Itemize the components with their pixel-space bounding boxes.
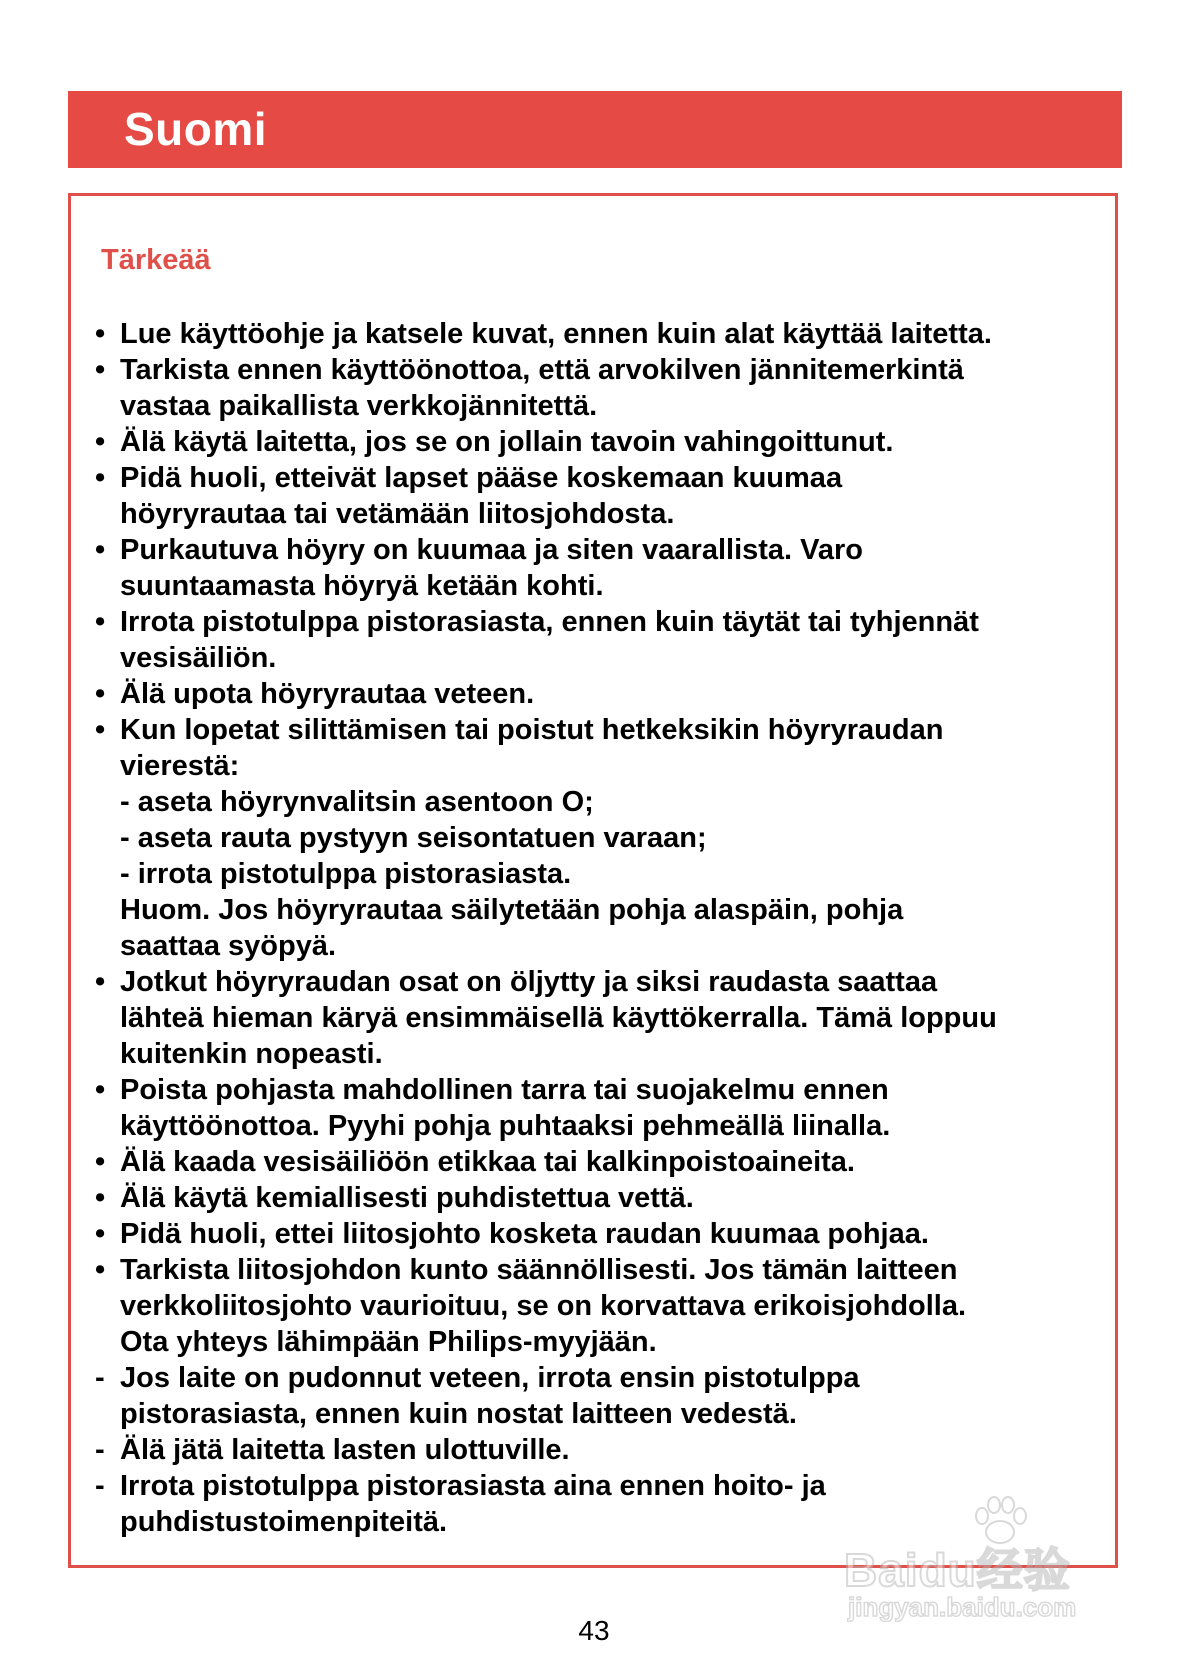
bullet-marker: • [95, 714, 106, 746]
bullet-marker: • [95, 534, 106, 566]
rule-text-line: pistorasiasta, ennen kuin nostat laitteen vedestä. [120, 1398, 797, 1430]
rule-item [95, 1360, 1105, 1432]
rule-text-line: saattaa syöpyä. [120, 930, 337, 962]
rule-text-line: Jos laite on pudonnut veteen, irrota ensin pistotulppa [120, 1362, 860, 1394]
bullet-marker: • [95, 606, 106, 638]
rule-item [95, 316, 1105, 352]
rule-text-line: vesisäiliön. [120, 642, 277, 674]
rule-text-line: lähteä hieman käryä ensimmäisellä käyttökerralla. Tämä loppuu [120, 1002, 997, 1034]
rule-item [95, 964, 1105, 1072]
rule-text-line: Ota yhteys lähimpään Philips-myyjään. [120, 1326, 657, 1358]
watermark-brand: Baidu经验 [844, 1544, 1071, 1596]
rule-text-line: verkkoliitosjohto vaurioituu, se on korvattava erikoisjohdolla. [120, 1290, 967, 1322]
bullet-marker: • [95, 1254, 106, 1286]
rule-text-line: Pidä huoli, etteivät lapset pääse koskemaan kuumaa [120, 462, 843, 494]
rule-item [95, 460, 1105, 532]
bullet-marker: • [95, 678, 106, 710]
page-number: 43 [578, 1615, 610, 1646]
bullet-marker: • [95, 462, 106, 494]
header-bar [68, 91, 1122, 168]
rule-text-line: höyryrautaa tai vetämään liitosjohdosta. [120, 498, 675, 530]
rule-text-line: vastaa paikallista verkkojännitettä. [120, 390, 598, 422]
rule-text-line: Pidä huoli, ettei liitosjohto kosketa raudan kuumaa pohjaa. [120, 1218, 929, 1250]
rule-text-line: kuitenkin nopeasti. [120, 1038, 383, 1070]
important-box [68, 193, 1118, 1568]
bullet-marker: • [95, 426, 106, 458]
bullet-marker: • [95, 318, 106, 350]
dash-marker: - [95, 1470, 105, 1502]
rule-item [95, 676, 1105, 712]
rule-item [95, 1252, 1105, 1360]
bullet-marker: • [95, 1218, 106, 1250]
rule-text-line: Älä jätä laitetta lasten ulottuville. [120, 1434, 570, 1466]
rule-text-line: Älä käytä laitetta, jos se on jollain tavoin vahingoittunut. [120, 426, 894, 458]
rule-text-line: Tarkista ennen käyttöönottoa, että arvokilven jännitemerkintä [120, 354, 964, 386]
rule-text-line: Purkautuva höyry on kuumaa ja siten vaarallista. Varo [120, 534, 864, 566]
rule-text-line: Irrota pistotulppa pistorasiasta, ennen kuin täytät tai tyhjennät [120, 606, 979, 638]
bullet-marker: • [95, 1074, 106, 1106]
rule-text-line: Poista pohjasta mahdollinen tarra tai suojakelmu ennen [120, 1074, 889, 1106]
rule-text-line: - irrota pistotulppa pistorasiasta. [120, 858, 572, 890]
rule-text-line: Tarkista liitosjohdon kunto säännöllisesti. Jos tämän laitteen [120, 1254, 958, 1286]
rule-text-line: Lue käyttöohje ja katsele kuvat, ennen kuin alat käyttää laitetta. [120, 318, 992, 350]
bullet-marker: • [95, 354, 106, 386]
watermark-url: jingyan.baidu.com [848, 1592, 1077, 1622]
watermark [840, 1496, 1140, 1626]
rule-item [95, 532, 1105, 604]
rule-item [95, 712, 1105, 964]
rule-item [95, 1072, 1105, 1144]
rule-text-line: puhdistustoimenpiteitä. [120, 1506, 448, 1538]
safety-rules-list [95, 316, 1105, 1540]
rule-item [95, 1180, 1105, 1216]
bullet-marker: • [95, 1182, 106, 1214]
rule-text-line: Irrota pistotulppa pistorasiasta aina ennen hoito- ja [120, 1470, 826, 1502]
rule-text-line: - aseta rauta pystyyn seisontatuen varaan; [120, 822, 707, 854]
bullet-marker: • [95, 966, 106, 998]
dash-marker: - [95, 1434, 105, 1466]
rule-text-line: - aseta höyrynvalitsin asentoon O; [120, 786, 594, 818]
rule-text-line: Älä käytä kemiallisesti puhdistettua vettä. [120, 1182, 694, 1214]
rule-text-line: Jotkut höyryraudan osat on öljytty ja siksi raudasta saattaa [120, 966, 938, 998]
rule-item [95, 352, 1105, 424]
section-title: Tärkeää [101, 244, 211, 276]
rule-text-line: Älä kaada vesisäiliöön etikkaa tai kalkinpoistoaineita. [120, 1146, 855, 1178]
rule-item [95, 1144, 1105, 1180]
page-title: Suomi [124, 103, 268, 155]
rule-item [95, 1432, 1105, 1468]
rule-text-line: käyttöönottoa. Pyyhi pohja puhtaaksi pehmeällä liinalla. [120, 1110, 891, 1142]
dash-marker: - [95, 1362, 105, 1394]
rule-text-line: vierestä: [120, 750, 240, 782]
rule-text-line: Kun lopetat silittämisen tai poistut hetkeksikin höyryraudan [120, 714, 944, 746]
rule-item [95, 1216, 1105, 1252]
rule-text-line: suuntaamasta höyryä ketään kohti. [120, 570, 604, 602]
bullet-marker: • [95, 1146, 106, 1178]
rule-text-line: Älä upota höyryrautaa veteen. [120, 678, 535, 710]
rule-item [95, 604, 1105, 676]
rule-item [95, 424, 1105, 460]
rule-text-line: Huom. Jos höyryrautaa säilytetään pohja alaspäin, pohja [120, 894, 904, 926]
